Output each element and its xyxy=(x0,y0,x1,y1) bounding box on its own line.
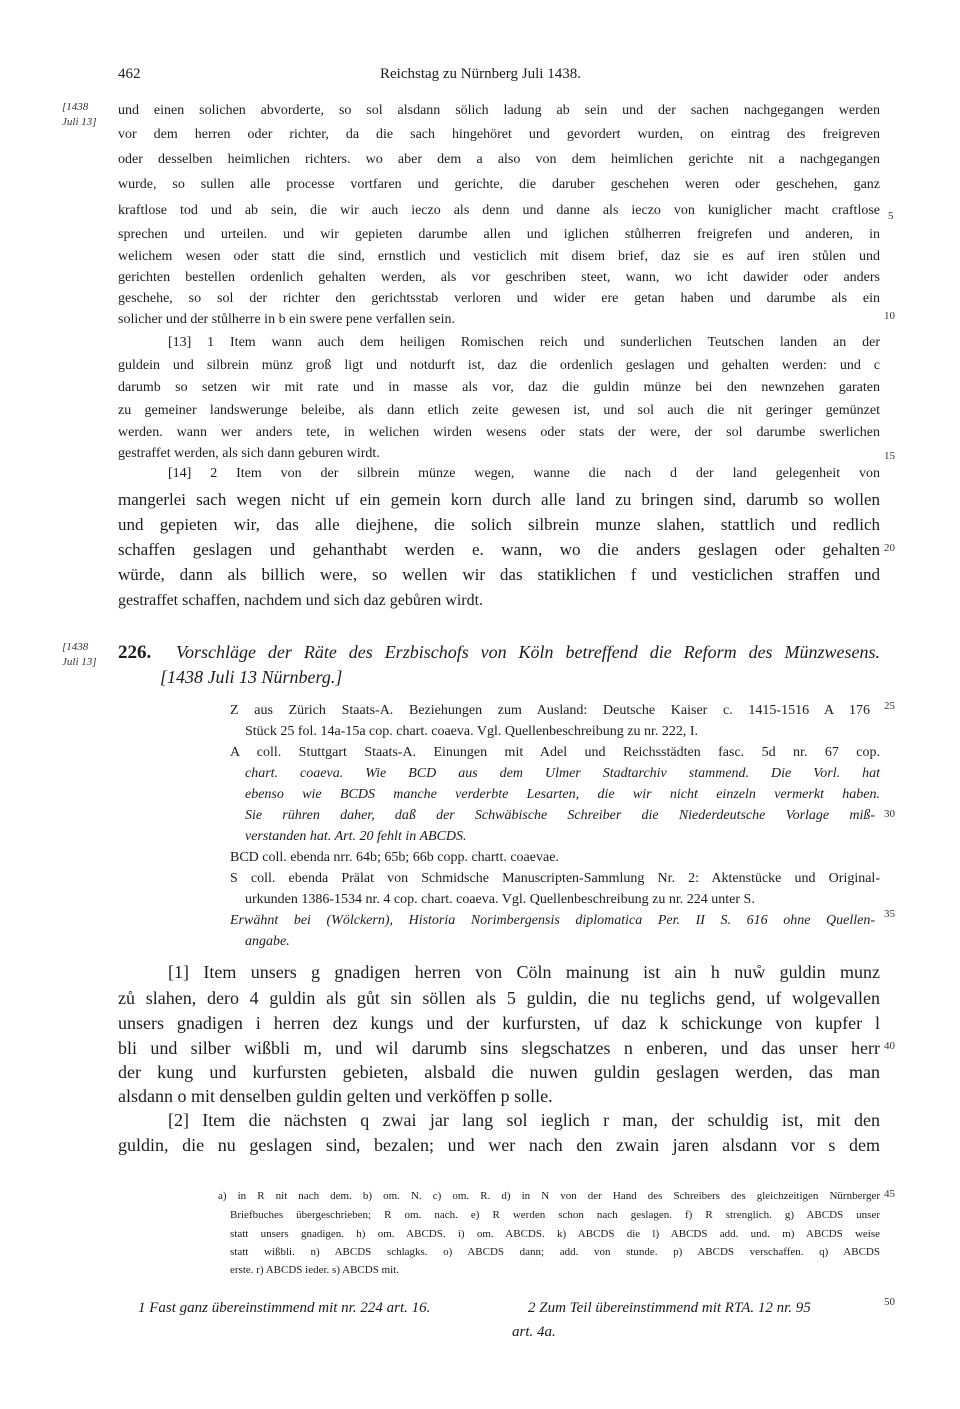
article-13-line: gestraffet werden, als sich dann geburen wirdt. xyxy=(118,446,380,461)
text-line: wurde, so sullen alle processe vortfaren und gerichte, die daruber geschehen weren oder geschehen, ganz xyxy=(118,177,880,192)
article-14-line: gestraffet schaffen, nachdem und sich daz gebůren wirdt. xyxy=(118,592,484,609)
line-number: 10 xyxy=(884,310,895,322)
article-1-line: unsers gnadigen i herren dez kungs und der kurfursten, uf daz k schickunge von kupfer l xyxy=(118,1013,880,1033)
article-14-line: schaffen geslagen und gehanthabt werden e. wann, wo die anders geslagen oder gehalten xyxy=(118,540,880,559)
article-1-line: [1] Item unsers g gnadigen herren von Cöln mainung ist ain h nuẘ guldin munz xyxy=(168,962,880,982)
margin-date-note: [1438 Juli 13] xyxy=(62,641,97,668)
article-13-line: zu gemeiner landswerunge beleibe, als dann etlich zeite gewesen ist, und sol auch die nit geringer gemünzet xyxy=(118,403,880,418)
line-number: 20 xyxy=(884,542,895,554)
source-line: Stück 25 fol. 14a-15a cop. chart. coaeva. Vgl. Quellenbeschreibung zu nr. 222, I. xyxy=(245,724,699,739)
source-line: A coll. Stuttgart Staats-A. Einungen mit Adel und Reichsstädten fasc. 5d nr. 67 cop. xyxy=(230,745,880,760)
article-13-line: guldein und silbrein münz groß ligt und notdurft ist, daz die ordenlich geslagen und gehalten werden: und c xyxy=(118,358,880,373)
text-line: gerichten bestellen ordenlich gehalten werden, als vor geschriben steet, wann, wo icht dawider oder anders xyxy=(118,270,880,285)
variant-note-line: Briefbuches übergeschrieben; R om. nach. e) R werden schon nach geslagen. f) R strenglich. g) ABCDS unser xyxy=(230,1209,880,1221)
text-line: geschehe, so sol der richter den gerichtsstab verloren und wider ere getan haben und darumbe als ein xyxy=(118,291,880,306)
footnote-2-continuation: art. 4a. xyxy=(512,1324,556,1340)
document-title: Vorschläge der Räte des Erzbischofs von Köln betreffend die Reform des Münzwesens. xyxy=(176,642,880,662)
source-line: urkunden 1386-1534 nr. 4 cop. chart. coaeva. Vgl. Quellenbeschreibung zu nr. 224 unter S. xyxy=(245,892,755,907)
page-number: 462 xyxy=(118,66,141,82)
line-number: 30 xyxy=(884,808,895,820)
source-line: Sie rühren daher, daß der Schwäbische Schreiber die Niederdeutsche Vorlage miß- xyxy=(245,808,875,823)
variant-note-line: statt unsers gnadigen. h) om. ABCDS. i) om. ABCDS. k) ABCDS die l) ABCDS add. und. m) ABCDS weise xyxy=(230,1228,880,1240)
text-line: vor dem herren oder richter, da die sach hingehöret und gevordert wurden, on eintrag des freigreven xyxy=(118,127,880,142)
document-date: [1438 Juli 13 Nürnberg.] xyxy=(160,667,343,687)
text-line: oder desselben heimlichen richters. wo aber dem a also von dem heimlichen gerichte nit a nachgegangen xyxy=(118,152,880,167)
line-number: 25 xyxy=(884,700,895,712)
variant-note-line: statt wißbli. n) ABCDS schlagks. o) ABCDS dann; add. von stunde. p) ABCDS verschaffen. q) ABCDS xyxy=(230,1246,880,1258)
article-13-line: werden. wann wer anders tete, in welichen wirden wesens oder stats der were, der sol darumbe swerlichen xyxy=(118,425,880,440)
margin-date-note: [1438 Juli 13] xyxy=(62,101,97,128)
text-line: welichem wesen oder statt die sind, ernstlich und vesticlich mit disem brief, daz sie es auf iren stůlen und xyxy=(118,249,880,264)
article-14-line: [14] 2 Item von der silbrein münze wegen, wanne die nach d der land gelegenheit von xyxy=(168,466,880,481)
article-14-line: mangerlei sach wegen nicht uf ein gemein korn durch alle land zu bringen sind, darumb so wollen xyxy=(118,490,880,509)
article-2-line: [2] Item die nächsten q zwai jar lang sol ieglich r man, der schuldig ist, mit den xyxy=(168,1110,880,1130)
article-1-line: bli und silber wißbli m, und wil darumb sins slegschatzes n enberen, und das unser herr xyxy=(118,1038,880,1058)
article-14-line: und gepieten wir, das alle diejhene, die solich silbrein munze slahen, stattlich und redlich xyxy=(118,515,880,534)
footnote-2: 2 Zum Teil übereinstimmend mit RTA. 12 nr. 95 xyxy=(528,1300,811,1316)
source-line: Z aus Zürich Staats-A. Beziehungen zum Ausland: Deutsche Kaiser c. 1415-1516 A 176 xyxy=(230,703,870,718)
text-line: kraftlose tod und ab sein, die wir auch ieczo als denn und danne als ieczo von kuniglicher macht craftlose xyxy=(118,203,880,218)
article-2-line: guldin, die nu geslagen sind, bezalen; und wer nach den zwain jaren alsdann vor s dem xyxy=(118,1135,880,1155)
source-line: S coll. ebenda Prälat von Schmidsche Manuscripten-Sammlung Nr. 2: Aktenstücke und Original- xyxy=(230,871,880,886)
text-line: solicher und der stůlherre in b ein swere pene verfallen sein. xyxy=(118,312,456,327)
line-number: 45 xyxy=(884,1188,895,1200)
variant-note-line: erste. r) ABCDS ieder. s) ABCDS mit. xyxy=(230,1264,399,1276)
footnote-1: 1 Fast ganz übereinstimmend mit nr. 224 art. 16. xyxy=(138,1300,431,1316)
source-line: verstanden hat. Art. 20 fehlt in ABCDS. xyxy=(245,829,467,844)
source-line: Erwähnt bei (Wölckern), Historia Norimbergensis diplomatica Per. II S. 616 ohne Quellen- xyxy=(230,913,875,928)
document-number: 226. xyxy=(118,642,152,663)
line-number: 35 xyxy=(884,908,895,920)
article-13-line: darumb so setzen wir mit rate und in masse als vor, daz die guldin münze bei den newnzehen garaten xyxy=(118,380,880,395)
line-number: 40 xyxy=(884,1040,895,1052)
line-number: 50 xyxy=(884,1296,895,1308)
article-1-line: zů slahen, dero 4 guldin als gůt sin söllen als 5 guldin, die nu teglichs gend, uf wolgevallen xyxy=(118,988,880,1008)
text-line: sprechen und urteilen. und wir gepieten darumbe allen und iglichen stůlherren freigrefen und anderen, in xyxy=(118,227,880,242)
source-line: angabe. xyxy=(245,934,290,949)
article-1-line: der kung und kurfursten gebieten, alsbald die nuwen guldin geslagen werden, das man xyxy=(118,1062,880,1082)
source-line: chart. coaeva. Wie BCD aus dem Ulmer Stadtarchiv stammend. Die Vorl. hat xyxy=(245,766,880,781)
text-line: und einen solichen abvorderte, so sol alsdann sölich ladung ab sein und der sachen nachgegangen werden xyxy=(118,103,880,118)
variant-note-line: a) in R nit nach dem. b) om. N. c) om. R. d) in N von der Hand des Schreibers des gleichzeitigen Nürnberger xyxy=(218,1190,880,1202)
article-1-line: alsdann o mit denselben guldin gelten und verköffen p solle. xyxy=(118,1086,553,1106)
source-line: BCD coll. ebenda nrr. 64b; 65b; 66b copp. chartt. coaevae. xyxy=(230,850,559,865)
article-14-line: würde, dann als billich were, so wellen wir das statiklichen f und vesticlichen straffen und xyxy=(118,565,880,584)
article-13-line: [13] 1 Item wann auch dem heiligen Romischen reich und sunderlichen Teutschen landen an der xyxy=(168,335,880,350)
running-title: Reichstag zu Nürnberg Juli 1438. xyxy=(380,66,581,82)
line-number: 5 xyxy=(888,210,894,222)
source-line: ebenso wie BCDS manche verderbte Lesarten, die wir nicht einzeln vermerkt haben. xyxy=(245,787,880,802)
line-number: 15 xyxy=(884,450,895,462)
